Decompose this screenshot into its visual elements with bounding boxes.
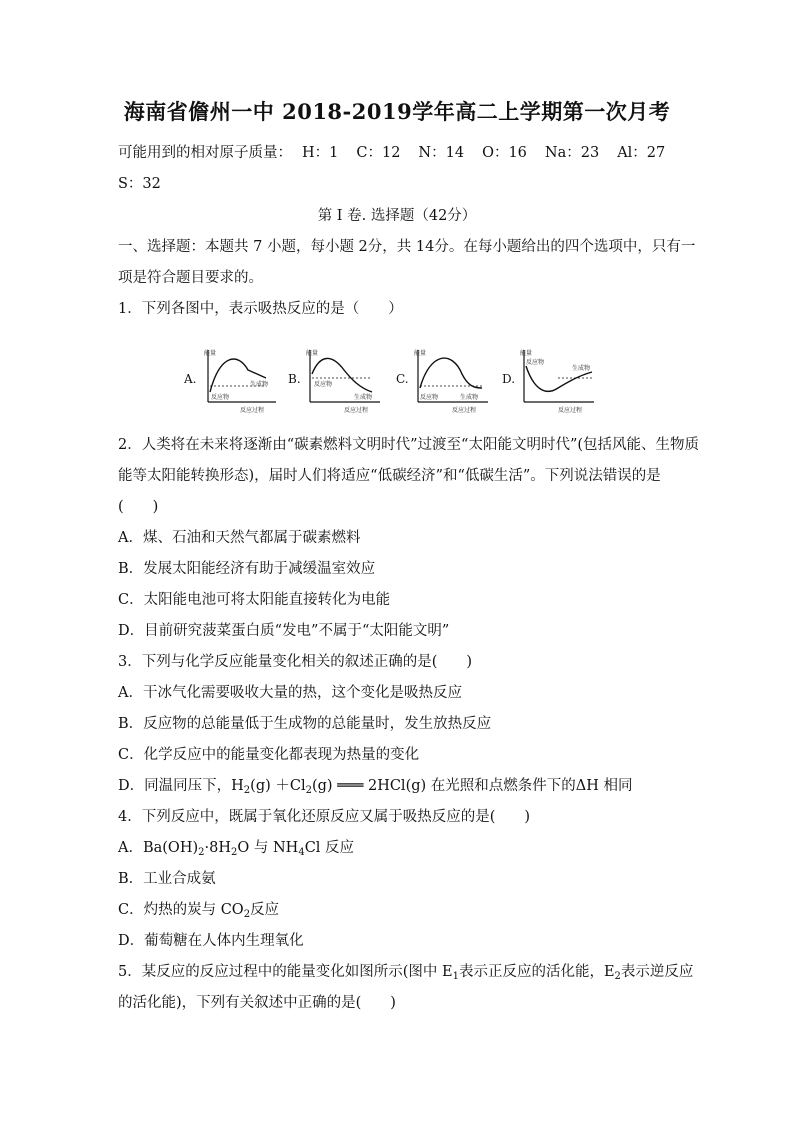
figure-d-product: 生成物	[572, 365, 591, 372]
q4-option-a-sub: 4	[298, 847, 305, 858]
q4-option-c-sub: 2	[243, 909, 251, 920]
q4-option-c-part: 反应	[250, 902, 280, 918]
q2-option-d: D．目前研究菠菜蛋白质“发电”不属于“太阳能文明”	[118, 623, 450, 639]
q3-option-c: C．化学反应中的能量变化都表现为热量的变化	[118, 747, 420, 763]
q5-stem-part: 5．某反应的反应过程中的能量变化如图所示(图中 E	[118, 964, 453, 980]
q5-stem-part: 表示正反应的活化能，E	[458, 964, 615, 980]
figure-c-ylabel: 能量	[414, 350, 427, 357]
instructions-line-2: 项是符合题目要求的。	[118, 270, 263, 286]
mass-o: O：16	[482, 145, 527, 161]
q5-stem-line-1	[118, 962, 693, 987]
atomic-masses-intro: 可能用到的相对原子质量：	[118, 145, 292, 161]
figure-c	[396, 344, 492, 416]
q4-option-c	[118, 900, 279, 925]
q3-option-a: A．干冰气化需要吸收大量的热，这个变化是吸热反应	[118, 685, 462, 701]
q4-option-a-sub: 2	[230, 847, 238, 858]
figure-b-ylabel: 能量	[306, 350, 319, 357]
figure-a-reactant: 反应物	[211, 394, 230, 401]
figure-b-product: 生成物	[354, 394, 373, 401]
q3-stem: 3．下列与化学反应能量变化相关的叙述正确的是( )	[118, 654, 473, 670]
figure-a-graph	[184, 344, 280, 416]
q2-stem-line-1: 2．人类将在未来将逐渐由“碳素燃料文明时代”过渡至“太阳能文明时代”(包括风能、生物质	[118, 437, 700, 453]
q1-stem: 1．下列各图中，表示吸热反应的是（ ）	[118, 301, 403, 317]
figure-a-product: 生成物	[250, 381, 269, 388]
mass-c: C：12	[356, 145, 401, 161]
q2-answer-paren: ( )	[118, 499, 159, 515]
figure-d-xlabel: 反应过程	[558, 407, 583, 414]
figure-c-product: 生成物	[460, 394, 479, 401]
mass-na: Na：23	[544, 145, 600, 161]
figure-d-graph	[502, 344, 598, 416]
q3-option-d-part: D．同温同压下，H	[118, 778, 244, 794]
figure-b-reactant: 反应物	[314, 381, 333, 388]
atomic-masses-line	[118, 143, 683, 163]
figure-d-reactant: 反应物	[526, 359, 545, 366]
q3-option-d-sub: 2	[305, 785, 312, 796]
mass-n: N：14	[418, 145, 465, 161]
figure-c-reactant: 反应物	[420, 394, 439, 401]
q3-option-d-sub: 2	[243, 785, 251, 796]
q4-option-a-part: O 与 NH	[237, 840, 299, 856]
q4-option-a-part: Cl 反应	[304, 840, 355, 856]
figure-b-letter: B.	[288, 372, 301, 386]
q3-option-b: B．反应物的总能量低于生成物的总能量时，发生放热反应	[118, 716, 492, 732]
q2-option-c: C．太阳能电池可将太阳能直接转化为电能	[118, 592, 391, 608]
exam-title: 海南省儋州一中 2018-2019学年高二上学期第一次月考	[123, 99, 671, 124]
figure-d-letter: D.	[502, 372, 516, 386]
figure-c-graph	[396, 344, 492, 416]
q4-option-a	[118, 838, 354, 863]
q5-stem-line-2: 的活化能)，下列有关叙述中正确的是( )	[118, 995, 396, 1011]
q2-stem-line-2: 能等太阳能转换形态)，届时人们将适应“低碳经济”和“低碳生活”。下列说法错误的是	[118, 468, 661, 484]
figure-b-xlabel: 反应过程	[344, 407, 369, 414]
figure-d	[502, 344, 598, 416]
q5-stem-sub: 2	[614, 971, 621, 982]
figure-c-letter: C.	[396, 372, 409, 386]
figure-c-xlabel: 反应过程	[452, 407, 477, 414]
mass-s: S：32	[118, 176, 161, 192]
figure-d-ylabel: 能量	[520, 350, 533, 357]
q5-stem-sub: 1	[452, 971, 459, 982]
figure-b	[288, 344, 384, 416]
figure-b-graph	[288, 344, 384, 416]
figure-a-letter: A.	[184, 372, 197, 386]
q4-option-c-part: C．灼热的炭与 CO	[118, 902, 244, 918]
mass-al: Al：27	[617, 145, 666, 161]
q4-option-a-part: ·8H	[204, 840, 231, 856]
q4-option-a-part: A．Ba(OH)	[118, 840, 199, 856]
q3-option-d-part: (g) ═══ 2HCl(g) 在光照和点燃条件下的ΔH 相同	[311, 778, 633, 794]
q2-option-a: A．煤、石油和天然气都属于碳素燃料	[118, 530, 361, 546]
figure-a-xlabel: 反应过程	[240, 407, 265, 414]
q4-stem: 4．下列反应中，既属于氧化还原反应又属于吸热反应的是( )	[118, 809, 531, 825]
q4-option-a-sub: 2	[198, 847, 205, 858]
q4-option-b: B．工业合成氨	[118, 871, 216, 887]
figure-a	[184, 344, 280, 416]
instructions-line-1: 一、选择题：本题共 7 小题，每小题 2分，共 14分。在每小题给出的四个选项中，只有一	[118, 239, 696, 255]
section-title: 第 I 卷. 选择题（42分）	[317, 208, 477, 224]
q3-option-d-part: (g) ＋Cl	[250, 778, 306, 794]
q4-option-d: D．葡萄糖在人体内生理氧化	[118, 933, 304, 949]
q2-option-b: B．发展太阳能经济有助于减缓温室效应	[118, 561, 376, 577]
q3-option-d	[118, 776, 633, 801]
q1-figures	[184, 344, 604, 416]
mass-h: H：1	[302, 145, 339, 161]
q5-stem-part: 表示逆反应	[620, 964, 694, 980]
figure-a-ylabel: 能量	[204, 350, 217, 357]
